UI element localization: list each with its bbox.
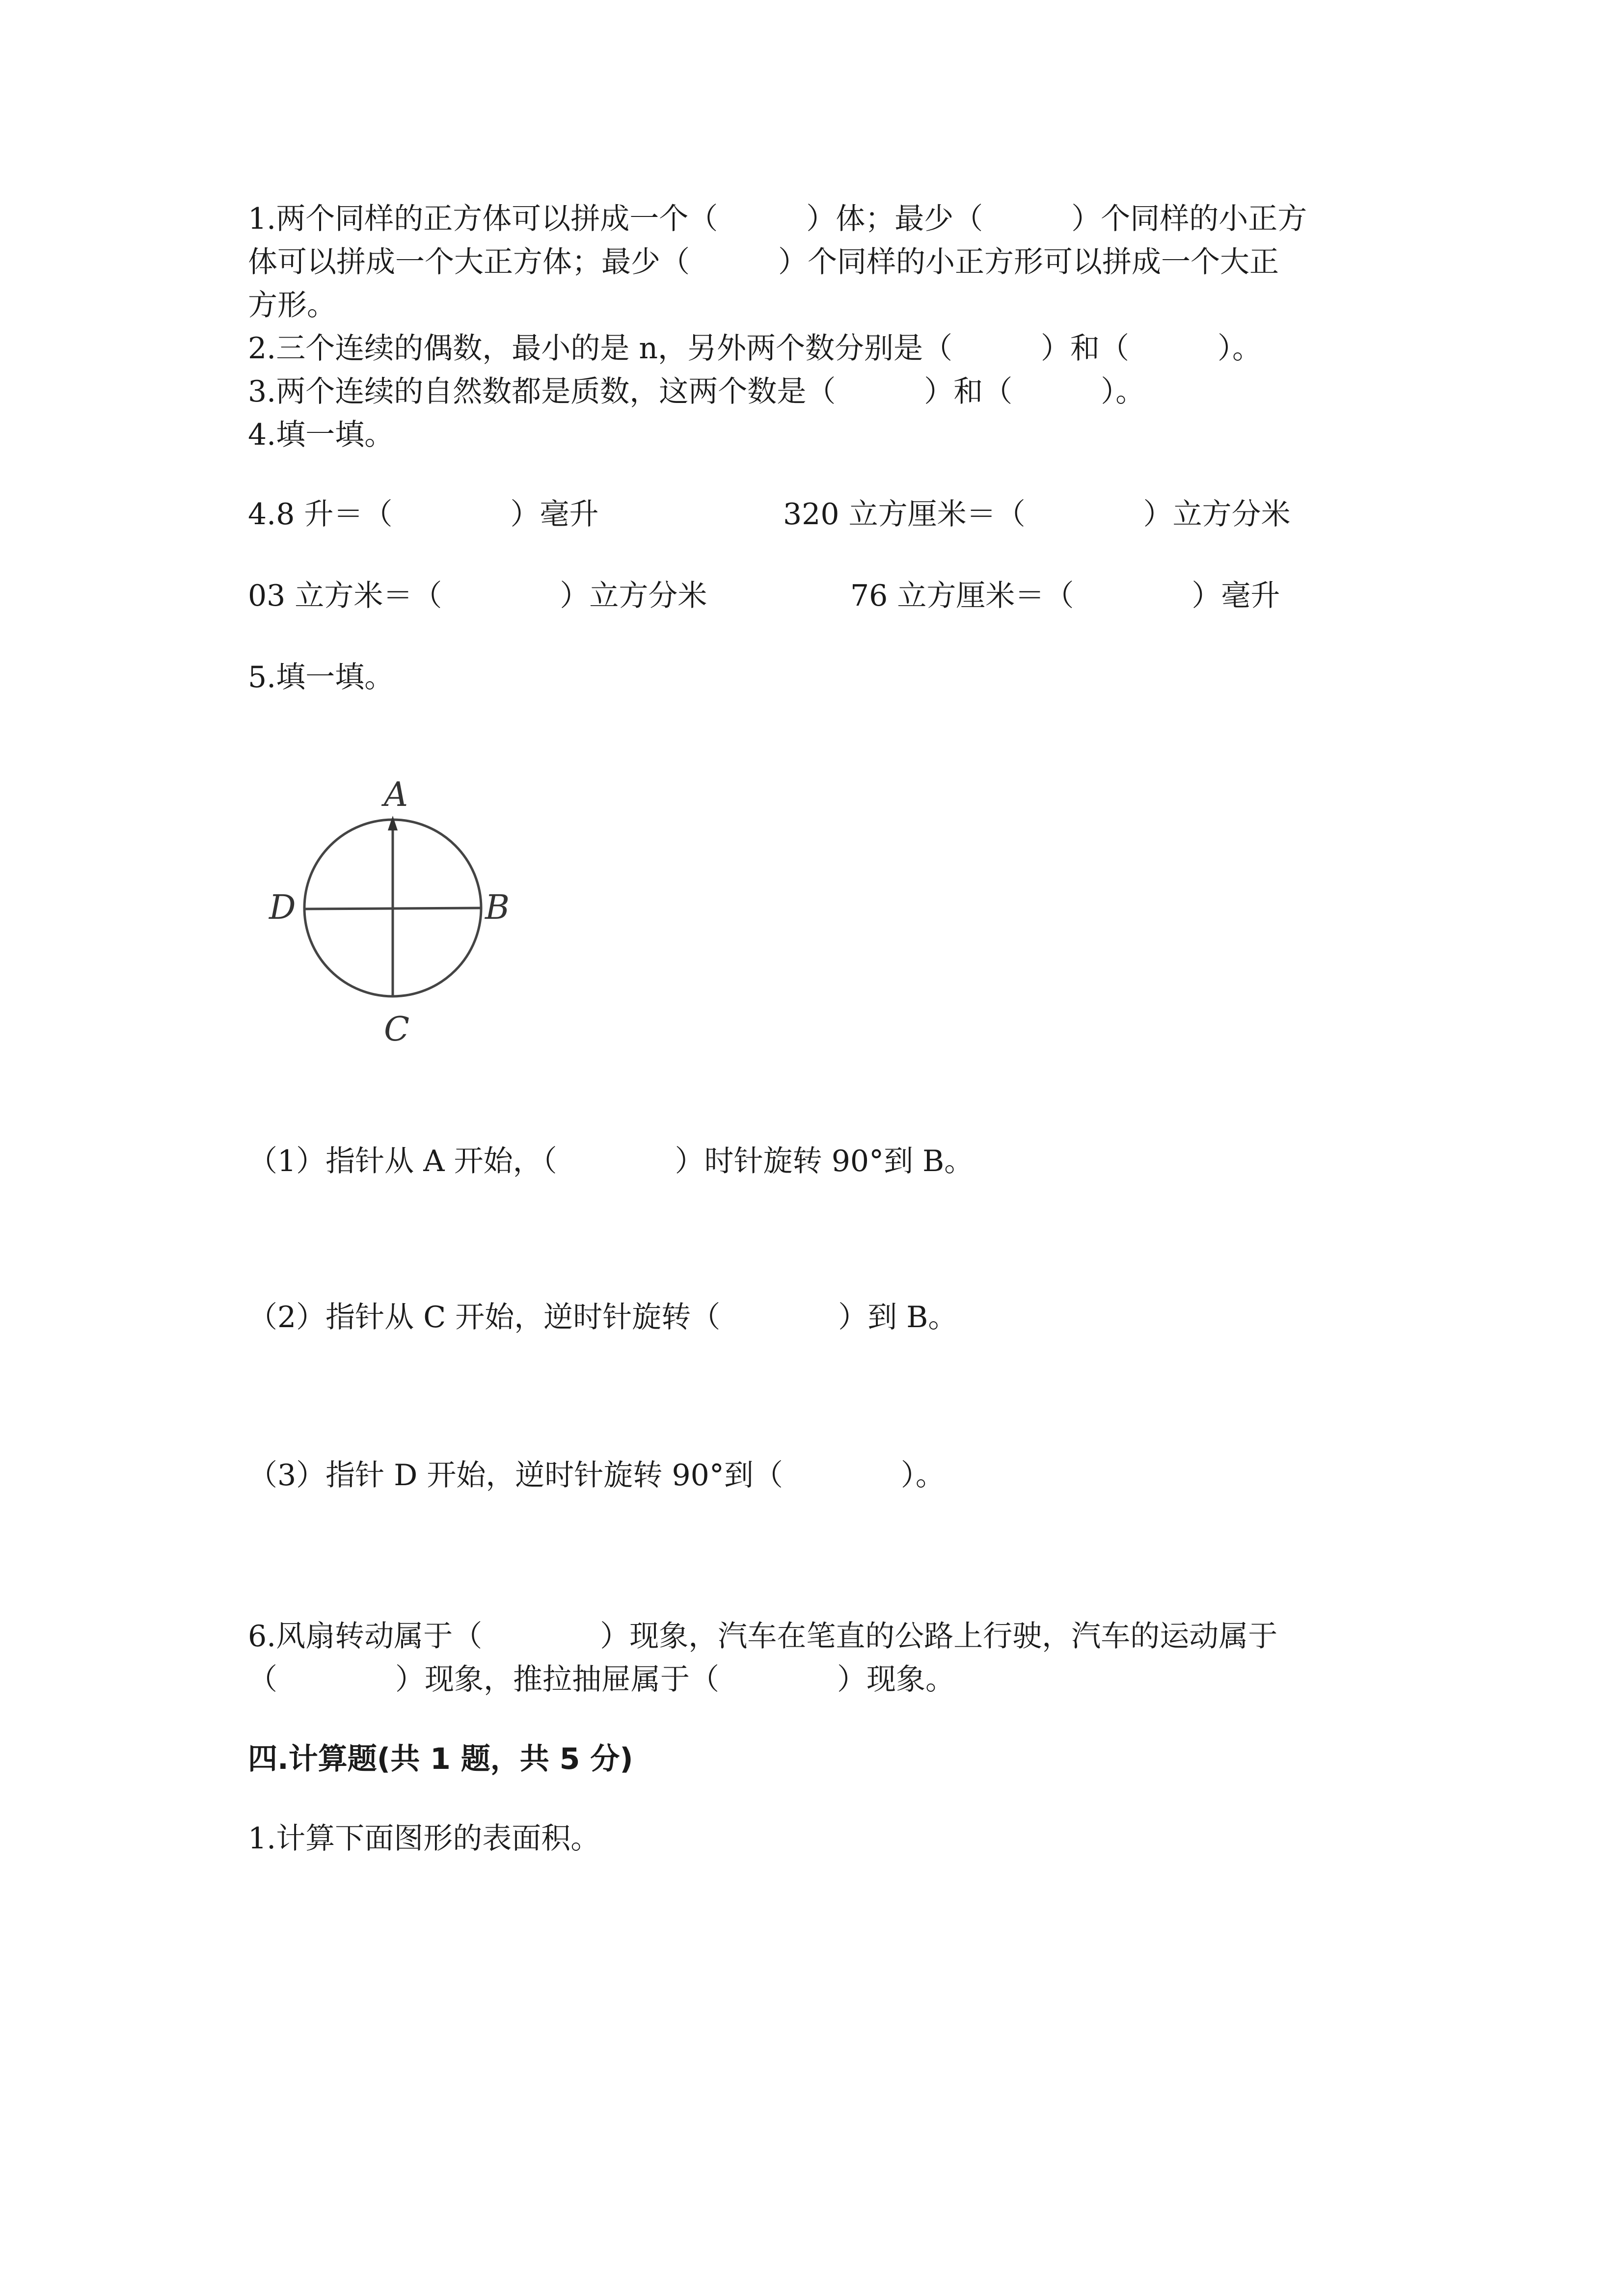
q5-sub-2: （2）指针从 C 开始，逆时针旋转（ ）到 B。 [248, 1300, 958, 1335]
q4-row2-right: 76 立方厘米＝（ ）毫升 [850, 579, 1280, 613]
question-2: 2.三个连续的偶数，最小的是 n，另外两个数分别是（ ）和（ ）。 [248, 331, 1262, 366]
q1-line-2: 体可以拼成一个大正方体；最少（ ）个同样的小正方形可以拼成一个大正 [248, 245, 1279, 279]
q5-title: 5.填一填。 [248, 660, 394, 694]
q6-line-2: （ ）现象，推拉抽屉属于（ ）现象。 [248, 1662, 955, 1697]
label-left: D [269, 888, 296, 927]
label-right: B [485, 888, 510, 927]
label-top: A [384, 775, 408, 814]
q5-sub-1: （1）指针从 A 开始，（ ）时针旋转 90°到 B。 [248, 1144, 974, 1178]
q1-line-3: 方形。 [248, 288, 336, 322]
section-4-question-1: 1.计算下面图形的表面积。 [248, 1821, 600, 1856]
horizontal-axis [304, 908, 481, 909]
section-4-heading: 四.计算题(共 1 题，共 5 分) [248, 1742, 633, 1776]
q6-line-1: 6.风扇转动属于（ ）现象，汽车在笔直的公路上行驶，汽车的运动属于 [248, 1619, 1278, 1654]
q1-line-1: 1.两个同样的正方体可以拼成一个（ ）体；最少（ ）个同样的小正方 [248, 202, 1307, 236]
q4-row1-left: 4.8 升＝（ ）毫升 [248, 497, 599, 532]
q4-row2-left: 03 立方米＝（ ）立方分米 [248, 579, 707, 613]
dial-diagram [255, 766, 530, 1060]
q4-title: 4.填一填。 [248, 418, 394, 452]
question-3: 3.两个连续的自然数都是质数，这两个数是（ ）和（ ）。 [248, 374, 1145, 409]
label-bottom: C [384, 1010, 410, 1049]
q4-row1-right: 320 立方厘米＝（ ）立方分米 [783, 497, 1291, 532]
q5-sub-3: （3）指针 D 开始，逆时针旋转 90°到（ ）。 [248, 1458, 945, 1493]
pointer-arrowhead [388, 816, 398, 830]
